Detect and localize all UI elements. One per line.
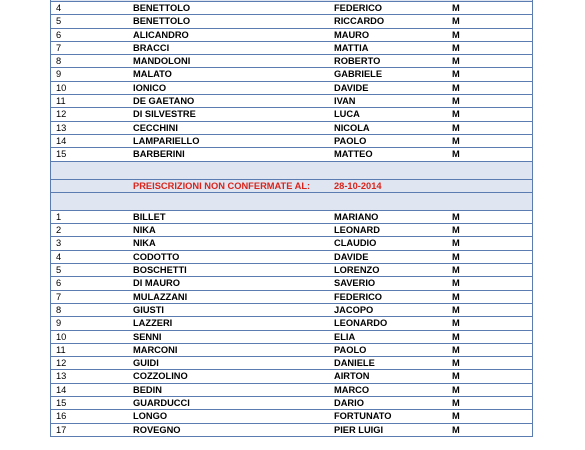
row-number: 1 (56, 211, 62, 222)
row-surname: BRACCI (133, 42, 170, 53)
row-number: 12 (56, 109, 67, 120)
row-number: 13 (56, 371, 67, 382)
row-number: 8 (56, 56, 62, 67)
row-surname: BEDIN (133, 384, 162, 395)
row-first-name: SAVERIO (334, 278, 376, 289)
table-row (51, 344, 532, 357)
row-surname: MANDOLONI (133, 56, 191, 67)
row-surname: NIKA (133, 238, 156, 249)
table-row (51, 224, 532, 237)
table-row (51, 55, 532, 68)
table-row (51, 370, 532, 383)
row-first-name: MAURO (334, 29, 370, 40)
row-number: 7 (56, 42, 62, 53)
row-sex: M (452, 238, 460, 249)
section-title: PREISCRIZIONI NON CONFERMATE AL: (133, 180, 311, 191)
row-surname: DE GAETANO (133, 96, 195, 107)
table-row (51, 384, 532, 397)
row-number: 3 (56, 238, 62, 249)
row-sex: M (452, 16, 460, 27)
row-surname: MARCONI (133, 344, 178, 355)
row-sex: M (452, 29, 460, 40)
row-surname: CODOTTO (133, 251, 180, 262)
row-sex: M (452, 344, 460, 355)
table-row (51, 95, 532, 108)
table-row (51, 331, 532, 344)
table-row (51, 277, 532, 290)
row-sex: M (452, 424, 460, 435)
row-surname: BENETTOLO (133, 16, 191, 27)
table-row (51, 15, 532, 28)
row-first-name: NICOLA (334, 122, 370, 133)
row-surname: BILLET (133, 211, 166, 222)
row-first-name: JACOPO (334, 304, 374, 315)
row-surname: COZZOLINO (133, 371, 188, 382)
row-number: 11 (56, 344, 66, 355)
row-sex: M (452, 398, 460, 409)
row-surname: GUARDUCCI (133, 398, 190, 409)
table-row (51, 42, 532, 55)
table-row (51, 211, 532, 224)
row-surname: DI MAURO (133, 278, 180, 289)
row-sex: M (452, 331, 460, 342)
row-sex: M (452, 278, 460, 289)
table-row (51, 82, 532, 95)
row-first-name: LEONARD (334, 225, 380, 236)
row-number: 16 (56, 411, 67, 422)
section-separator (51, 162, 532, 180)
row-number: 15 (56, 149, 67, 160)
row-first-name: MATTIA (334, 42, 369, 53)
row-number: 9 (56, 318, 62, 329)
row-number: 4 (56, 3, 62, 13)
row-first-name: ELIA (334, 331, 356, 342)
row-surname: BENETTOLO (133, 3, 191, 13)
row-sex: M (452, 318, 460, 329)
row-first-name: DAVIDE (334, 82, 369, 93)
section-separator (51, 193, 532, 211)
row-first-name: MATTEO (334, 149, 373, 160)
row-first-name: FEDERICO (334, 291, 383, 302)
row-number: 13 (56, 122, 67, 133)
row-first-name: AIRTON (334, 371, 370, 382)
row-number: 2 (56, 225, 62, 236)
row-first-name: DARIO (334, 398, 364, 409)
row-sex: M (452, 384, 460, 395)
row-first-name: DAVIDE (334, 251, 369, 262)
row-number: 17 (56, 424, 67, 435)
row-surname: BOSCHETTI (133, 265, 187, 276)
row-first-name: PAOLO (334, 344, 367, 355)
row-number: 5 (56, 16, 62, 27)
row-surname: LAMPARIELLO (133, 135, 200, 146)
row-surname: LAZZERI (133, 318, 173, 329)
table-row (51, 135, 532, 148)
row-sex: M (452, 149, 460, 160)
row-first-name: IVAN (334, 96, 356, 107)
row-number: 14 (56, 135, 67, 146)
row-first-name: LUCA (334, 109, 360, 120)
row-number: 7 (56, 291, 62, 302)
row-sex: M (452, 69, 460, 80)
row-first-name: FEDERICO (334, 3, 383, 13)
row-number: 14 (56, 384, 67, 395)
row-first-name: FORTUNATO (334, 411, 392, 422)
table-row (51, 108, 532, 121)
row-sex: M (452, 42, 460, 53)
table-row (51, 291, 532, 304)
row-first-name: ROBERTO (334, 56, 381, 67)
row-first-name: CLAUDIO (334, 238, 377, 249)
row-number: 9 (56, 69, 62, 80)
row-number: 15 (56, 398, 67, 409)
row-sex: M (452, 96, 460, 107)
row-first-name: GABRIELE (334, 69, 383, 80)
row-sex: M (452, 225, 460, 236)
table-row (51, 424, 532, 437)
row-first-name: RICCARDO (334, 16, 385, 27)
row-surname: MULAZZANI (133, 291, 188, 302)
row-sex: M (452, 82, 460, 93)
row-first-name: MARCO (334, 384, 370, 395)
row-sex: M (452, 251, 460, 262)
row-surname: SENNI (133, 331, 162, 342)
table-row (51, 251, 532, 264)
table-row (51, 148, 532, 161)
row-sex: M (452, 211, 460, 222)
row-sex: M (452, 371, 460, 382)
row-surname: CECCHINI (133, 122, 178, 133)
row-number: 11 (56, 96, 66, 107)
table-row (51, 397, 532, 410)
row-sex: M (452, 304, 460, 315)
row-number: 12 (56, 358, 67, 369)
row-number: 6 (56, 29, 62, 40)
row-surname: GUIDI (133, 358, 159, 369)
row-surname: DI SILVESTRE (133, 109, 196, 120)
row-number: 10 (56, 331, 67, 342)
row-surname: ALICANDRO (133, 29, 189, 40)
row-surname: BARBERINI (133, 149, 185, 160)
row-sex: M (452, 358, 460, 369)
table-row (51, 68, 532, 81)
row-number: 6 (56, 278, 62, 289)
table-row (51, 264, 532, 277)
row-sex: M (452, 122, 460, 133)
row-number: 8 (56, 304, 62, 315)
row-sex: M (452, 109, 460, 120)
row-first-name: PAOLO (334, 135, 367, 146)
table-row (51, 304, 532, 317)
row-first-name: LEONARDO (334, 318, 388, 329)
table-row (51, 317, 532, 330)
table-row (51, 410, 532, 423)
table-row (51, 29, 532, 42)
row-first-name: LORENZO (334, 265, 380, 276)
row-number: 5 (56, 265, 62, 276)
row-first-name: DANIELE (334, 358, 375, 369)
section-title-row (51, 180, 532, 193)
row-surname: ROVEGNO (133, 424, 181, 435)
row-sex: M (452, 56, 460, 67)
table-row (51, 237, 532, 250)
row-surname: NIKA (133, 225, 156, 236)
section-date: 28-10-2014 (334, 180, 382, 191)
registration-table (50, 0, 533, 437)
table-row (51, 122, 532, 135)
table-row (51, 2, 532, 15)
row-sex: M (452, 265, 460, 276)
row-surname: IONICO (133, 82, 167, 93)
row-sex: M (452, 135, 460, 146)
row-surname: GIUSTI (133, 304, 164, 315)
row-first-name: MARIANO (334, 211, 379, 222)
row-sex: M (452, 3, 460, 13)
row-surname: LONGO (133, 411, 168, 422)
row-first-name: PIER LUIGI (334, 424, 384, 435)
row-number: 10 (56, 82, 67, 93)
table-row (51, 357, 532, 370)
row-surname: MALATO (133, 69, 172, 80)
row-number: 4 (56, 251, 62, 262)
row-sex: M (452, 291, 460, 302)
row-sex: M (452, 411, 460, 422)
